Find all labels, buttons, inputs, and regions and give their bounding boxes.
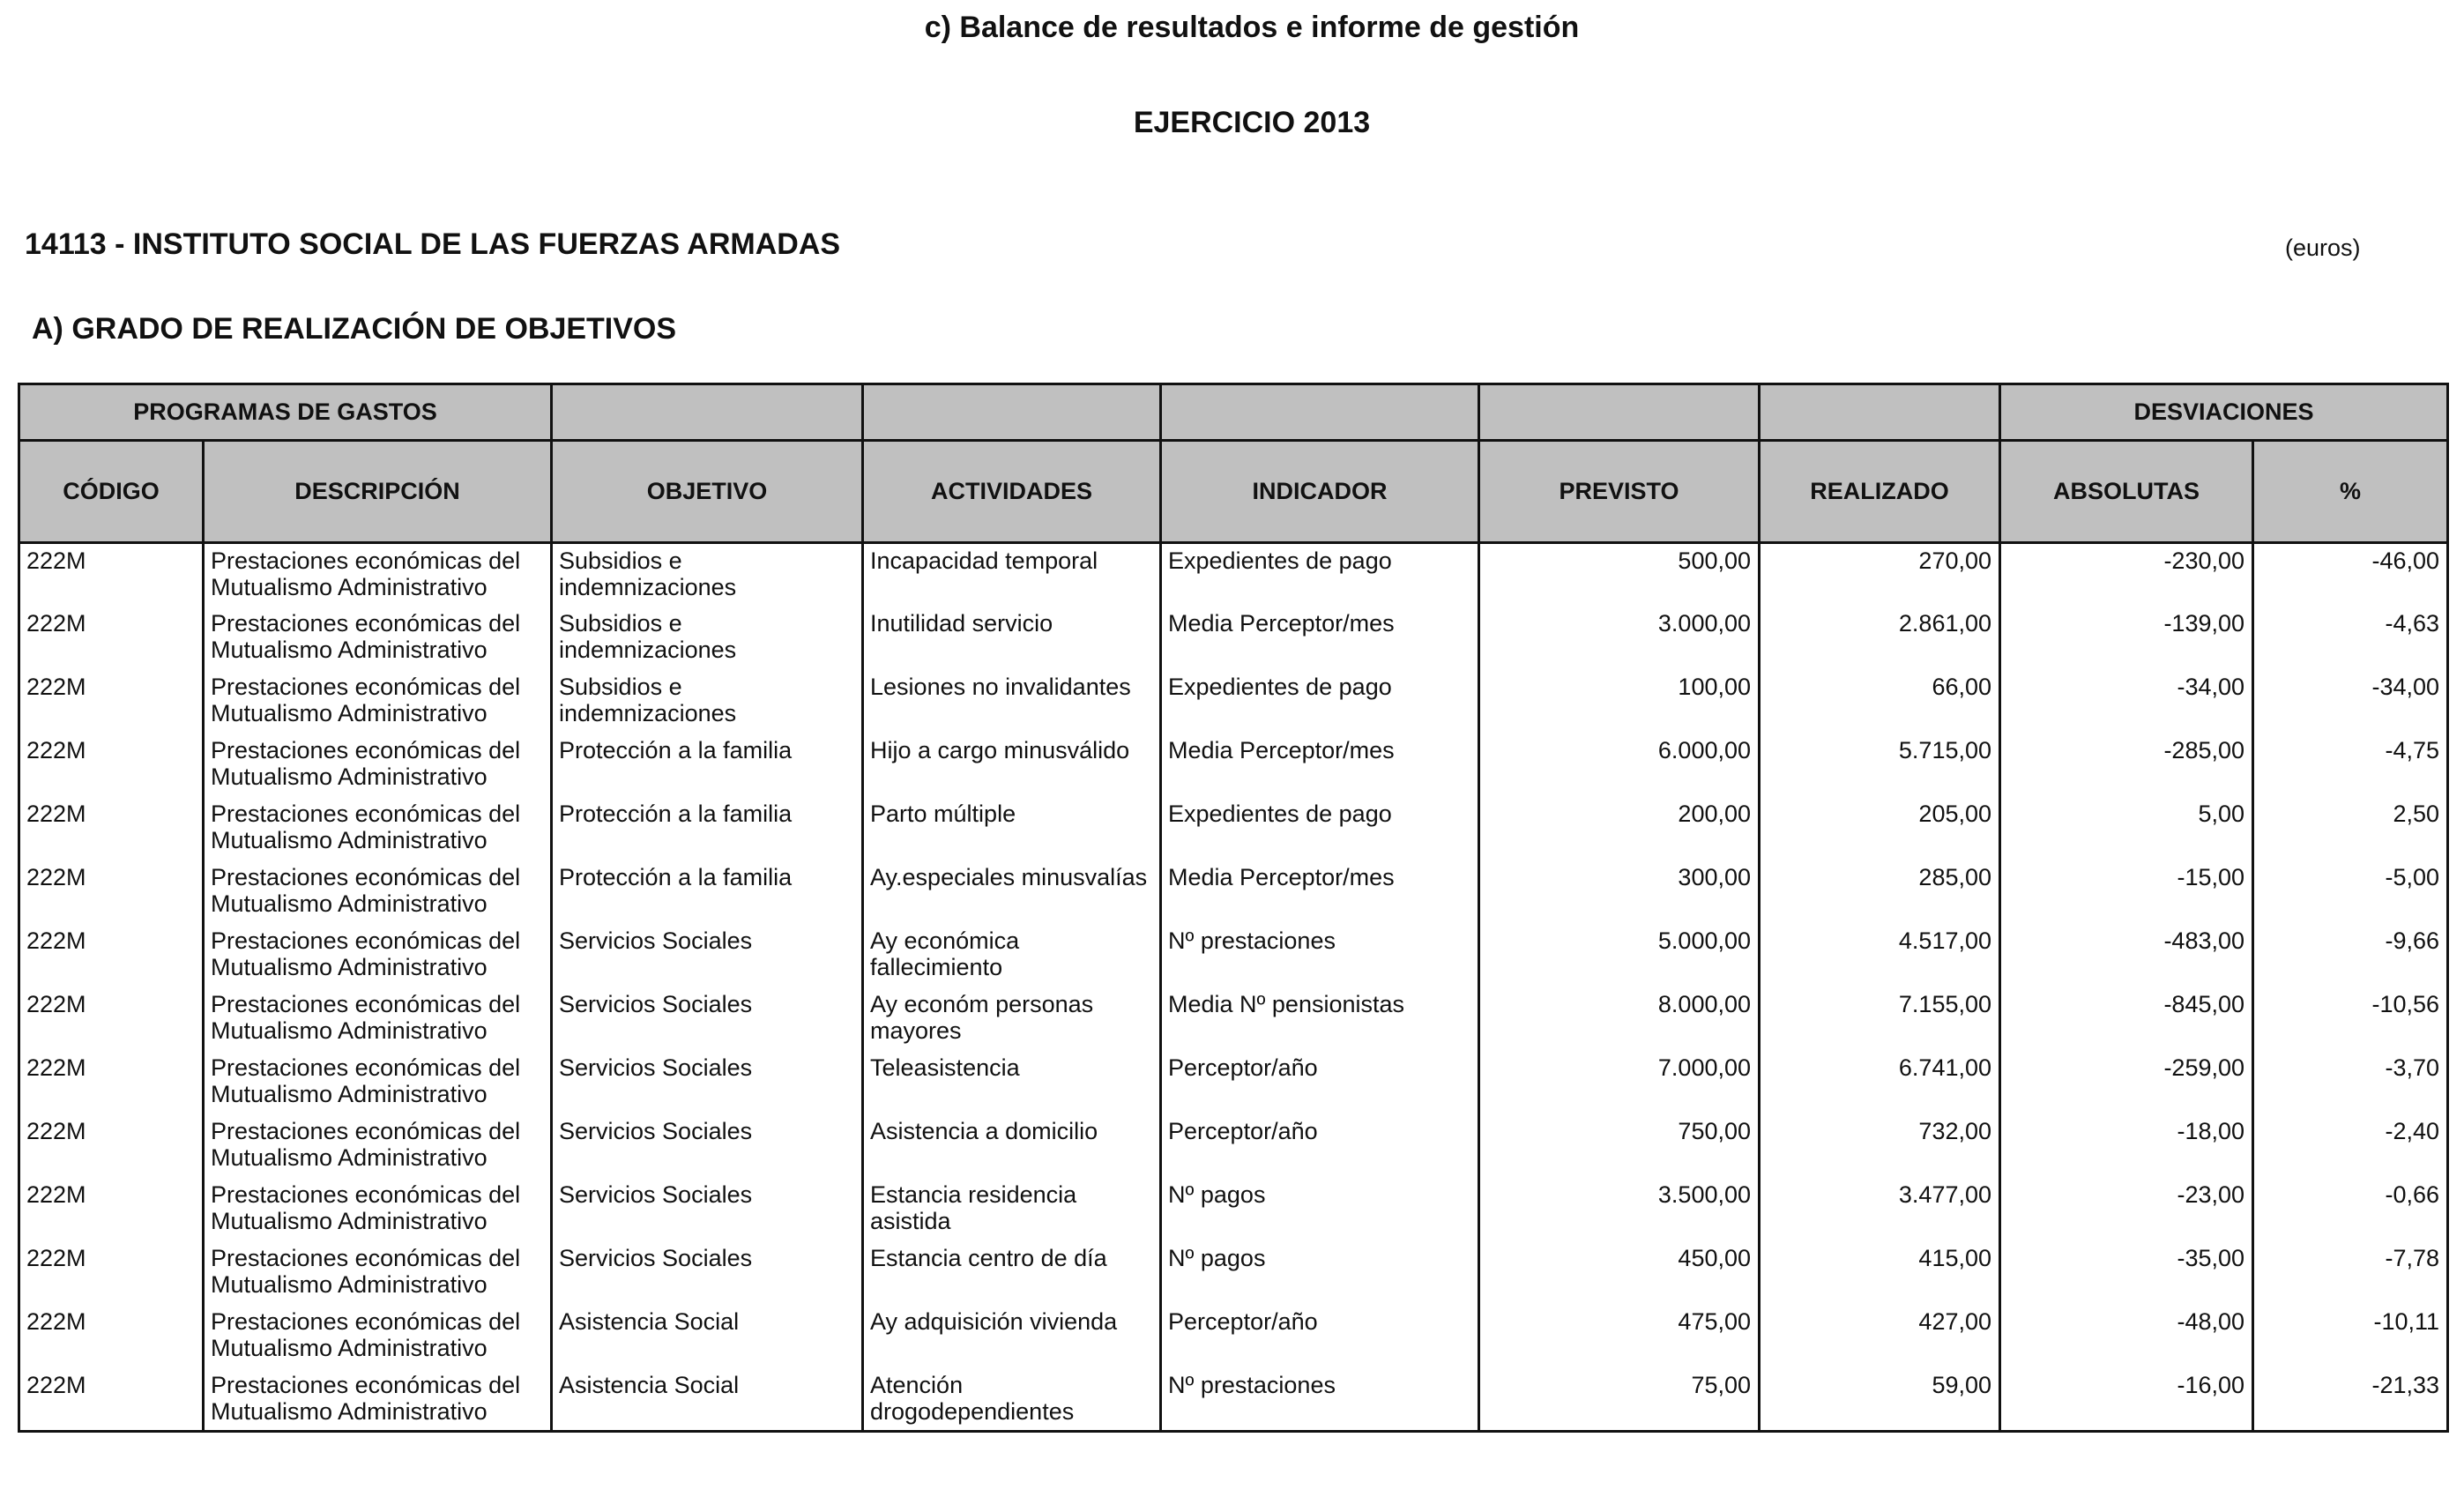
table-row — [19, 987, 2448, 1051]
header-desviaciones: DESVIACIONES — [2000, 384, 2448, 441]
cell-previsto: 75,00 — [1479, 1368, 1760, 1432]
cell-descripcion — [204, 1241, 552, 1305]
cell-actividades — [863, 1305, 1161, 1368]
cell-indicador: Nº pagos — [1161, 1178, 1479, 1241]
cell-descripcion — [204, 1051, 552, 1114]
cell-line: Prestaciones económicas del — [211, 609, 521, 637]
cell-line: Prestaciones económicas del — [211, 547, 521, 574]
table-row — [19, 1241, 2448, 1305]
cell-porcentaje: -2,40 — [2253, 1114, 2448, 1178]
cell-porcentaje: -3,70 — [2253, 1051, 2448, 1114]
cell-line: Mutualismo Administrativo — [211, 953, 488, 980]
header-empty-cell — [1760, 384, 2000, 441]
cell-line: Ay económ personas — [870, 990, 1094, 1017]
section-title: A) GRADO DE REALIZACIÓN DE OBJETIVOS — [32, 312, 677, 346]
cell-absolutas: -845,00 — [2000, 987, 2253, 1051]
cell-line: Subsidios e — [559, 609, 682, 637]
cell-porcentaje: -9,66 — [2253, 924, 2448, 987]
cell-line: Ay.especiales minusvalías — [870, 863, 1148, 890]
column-header-codigo: CÓDIGO — [19, 441, 204, 543]
cell-codigo: 222M — [19, 1241, 204, 1305]
cell-actividades — [863, 987, 1161, 1051]
cell-line: Hijo a cargo minusválido — [870, 736, 1130, 763]
cell-line: Prestaciones económicas del — [211, 990, 521, 1017]
cell-previsto: 200,00 — [1479, 797, 1760, 860]
cell-indicador: Perceptor/año — [1161, 1051, 1479, 1114]
cell-line: Prestaciones económicas del — [211, 927, 521, 954]
column-header-row — [19, 441, 2448, 543]
cell-line: Prestaciones económicas del — [211, 1054, 521, 1081]
group-header-row — [19, 384, 2448, 441]
cell-previsto: 450,00 — [1479, 1241, 1760, 1305]
cell-codigo: 222M — [19, 543, 204, 607]
cell-actividades — [863, 734, 1161, 797]
cell-line: Mutualismo Administrativo — [211, 1017, 488, 1044]
cell-absolutas: -16,00 — [2000, 1368, 2253, 1432]
header-empty-cell — [552, 384, 863, 441]
cell-line: mayores — [870, 1017, 962, 1044]
cell-realizado: 415,00 — [1760, 1241, 2000, 1305]
cell-porcentaje: -10,56 — [2253, 987, 2448, 1051]
cell-codigo: 222M — [19, 607, 204, 670]
cell-porcentaje: 2,50 — [2253, 797, 2448, 860]
cell-realizado: 732,00 — [1760, 1114, 2000, 1178]
cell-line: Subsidios e — [559, 673, 682, 700]
cell-actividades — [863, 607, 1161, 670]
cell-actividades — [863, 1368, 1161, 1432]
cell-realizado: 66,00 — [1760, 670, 2000, 734]
cell-realizado: 5.715,00 — [1760, 734, 2000, 797]
cell-line: Mutualismo Administrativo — [211, 574, 488, 600]
cell-codigo: 222M — [19, 924, 204, 987]
cell-indicador: Media Nº pensionistas — [1161, 987, 1479, 1051]
cell-codigo: 222M — [19, 1368, 204, 1432]
cell-actividades — [863, 1178, 1161, 1241]
cell-porcentaje: -7,78 — [2253, 1241, 2448, 1305]
cell-line: Prestaciones económicas del — [211, 736, 521, 763]
cell-line: Lesiones no invalidantes — [870, 673, 1131, 700]
cell-descripcion — [204, 797, 552, 860]
cell-codigo: 222M — [19, 1305, 204, 1368]
table-row — [19, 670, 2448, 734]
cell-actividades — [863, 1114, 1161, 1178]
cell-absolutas: -285,00 — [2000, 734, 2253, 797]
cell-line: Servicios Sociales — [559, 927, 753, 954]
cell-descripcion — [204, 1178, 552, 1241]
cell-previsto: 500,00 — [1479, 543, 1760, 607]
cell-actividades — [863, 797, 1161, 860]
cell-actividades — [863, 924, 1161, 987]
table-row — [19, 1114, 2448, 1178]
cell-line: Prestaciones económicas del — [211, 673, 521, 700]
cell-absolutas: -259,00 — [2000, 1051, 2253, 1114]
cell-objetivo — [552, 860, 863, 924]
cell-line: Prestaciones económicas del — [211, 1180, 521, 1208]
cell-previsto: 300,00 — [1479, 860, 1760, 924]
cell-line: Incapacidad temporal — [870, 547, 1098, 574]
cell-line: Mutualismo Administrativo — [211, 699, 488, 726]
column-header-descripcion: DESCRIPCIÓN — [204, 441, 552, 543]
cell-line: Servicios Sociales — [559, 1244, 753, 1271]
cell-previsto: 100,00 — [1479, 670, 1760, 734]
cell-line: Prestaciones económicas del — [211, 1244, 521, 1271]
cell-indicador: Nº prestaciones — [1161, 1368, 1479, 1432]
table-row — [19, 797, 2448, 860]
cell-codigo: 222M — [19, 987, 204, 1051]
cell-absolutas: -15,00 — [2000, 860, 2253, 924]
cell-absolutas: -35,00 — [2000, 1241, 2253, 1305]
cell-line: Asistencia Social — [559, 1307, 740, 1335]
cell-realizado: 7.155,00 — [1760, 987, 2000, 1051]
cell-line: Prestaciones económicas del — [211, 1371, 521, 1398]
cell-realizado: 4.517,00 — [1760, 924, 2000, 987]
cell-realizado: 285,00 — [1760, 860, 2000, 924]
cell-line: Prestaciones económicas del — [211, 1307, 521, 1335]
cell-codigo: 222M — [19, 670, 204, 734]
cell-line: Servicios Sociales — [559, 1117, 753, 1144]
cell-line: Ay económica — [870, 927, 1020, 954]
cell-porcentaje: -4,63 — [2253, 607, 2448, 670]
cell-indicador: Perceptor/año — [1161, 1305, 1479, 1368]
cell-line: indemnizaciones — [559, 699, 737, 726]
cell-descripcion — [204, 607, 552, 670]
cell-objetivo — [552, 543, 863, 607]
currency-units-label: (euros) — [2285, 235, 2361, 261]
cell-indicador: Media Perceptor/mes — [1161, 607, 1479, 670]
cell-descripcion — [204, 1368, 552, 1432]
objectives-table — [18, 383, 2449, 1433]
cell-objetivo — [552, 924, 863, 987]
cell-line: Protección a la familia — [559, 863, 793, 890]
column-header-objetivo: OBJETIVO — [552, 441, 863, 543]
cell-objetivo — [552, 1241, 863, 1305]
cell-previsto: 8.000,00 — [1479, 987, 1760, 1051]
cell-line: Protección a la familia — [559, 800, 793, 827]
cell-line: indemnizaciones — [559, 636, 737, 663]
cell-absolutas: -18,00 — [2000, 1114, 2253, 1178]
cell-indicador: Expedientes de pago — [1161, 670, 1479, 734]
cell-porcentaje: -4,75 — [2253, 734, 2448, 797]
cell-objetivo — [552, 987, 863, 1051]
cell-absolutas: -483,00 — [2000, 924, 2253, 987]
cell-descripcion — [204, 987, 552, 1051]
cell-realizado: 3.477,00 — [1760, 1178, 2000, 1241]
table-row — [19, 734, 2448, 797]
table-row — [19, 607, 2448, 670]
cell-objetivo — [552, 1368, 863, 1432]
table-row — [19, 1178, 2448, 1241]
cell-indicador: Expedientes de pago — [1161, 797, 1479, 860]
cell-line: Mutualismo Administrativo — [211, 890, 488, 917]
fiscal-year-title: EJERCICIO 2013 — [1133, 106, 1371, 139]
cell-objetivo — [552, 797, 863, 860]
cell-codigo: 222M — [19, 1114, 204, 1178]
cell-previsto: 5.000,00 — [1479, 924, 1760, 987]
cell-previsto: 3.500,00 — [1479, 1178, 1760, 1241]
table-row — [19, 860, 2448, 924]
cell-line: drogodependientes — [870, 1397, 1075, 1425]
cell-objetivo — [552, 607, 863, 670]
column-header-indicador: INDICADOR — [1161, 441, 1479, 543]
cell-line: Mutualismo Administrativo — [211, 1397, 488, 1425]
cell-porcentaje: -10,11 — [2253, 1305, 2448, 1368]
cell-line: Mutualismo Administrativo — [211, 1270, 488, 1298]
cell-objetivo — [552, 1305, 863, 1368]
cell-line: Mutualismo Administrativo — [211, 1334, 488, 1361]
cell-objetivo — [552, 734, 863, 797]
cell-line: Mutualismo Administrativo — [211, 763, 488, 790]
document-title: c) Balance de resultados e informe de gestión — [924, 11, 1580, 44]
column-header-realizado: REALIZADO — [1760, 441, 2000, 543]
cell-line: Mutualismo Administrativo — [211, 826, 488, 853]
cell-objetivo — [552, 1051, 863, 1114]
table-row — [19, 924, 2448, 987]
cell-porcentaje: -21,33 — [2253, 1368, 2448, 1432]
cell-actividades — [863, 860, 1161, 924]
cell-line: Parto múltiple — [870, 800, 1016, 827]
cell-codigo: 222M — [19, 860, 204, 924]
table-row — [19, 1051, 2448, 1114]
cell-descripcion — [204, 924, 552, 987]
column-header-porcentaje: % — [2253, 441, 2448, 543]
cell-objetivo — [552, 670, 863, 734]
cell-objetivo — [552, 1114, 863, 1178]
cell-actividades — [863, 670, 1161, 734]
cell-realizado: 2.861,00 — [1760, 607, 2000, 670]
cell-realizado: 59,00 — [1760, 1368, 2000, 1432]
cell-codigo: 222M — [19, 797, 204, 860]
cell-descripcion — [204, 670, 552, 734]
cell-porcentaje: -46,00 — [2253, 543, 2448, 607]
cell-descripcion — [204, 860, 552, 924]
cell-codigo: 222M — [19, 734, 204, 797]
cell-realizado: 205,00 — [1760, 797, 2000, 860]
cell-line: Subsidios e — [559, 547, 682, 574]
cell-line: Asistencia a domicilio — [870, 1117, 1098, 1144]
cell-line: Estancia centro de día — [870, 1244, 1107, 1271]
cell-line: Servicios Sociales — [559, 1180, 753, 1208]
cell-absolutas: -139,00 — [2000, 607, 2253, 670]
cell-line: Prestaciones económicas del — [211, 800, 521, 827]
cell-indicador: Nº prestaciones — [1161, 924, 1479, 987]
cell-previsto: 7.000,00 — [1479, 1051, 1760, 1114]
cell-codigo: 222M — [19, 1051, 204, 1114]
header-empty-cell — [1479, 384, 1760, 441]
table-row — [19, 543, 2448, 607]
cell-line: Protección a la familia — [559, 736, 793, 763]
cell-actividades — [863, 1241, 1161, 1305]
cell-indicador: Media Perceptor/mes — [1161, 860, 1479, 924]
cell-line: indemnizaciones — [559, 574, 737, 600]
cell-line: Prestaciones económicas del — [211, 1117, 521, 1144]
organization-title: 14113 - INSTITUTO SOCIAL DE LAS FUERZAS ARMADAS — [25, 227, 841, 261]
cell-realizado: 270,00 — [1760, 543, 2000, 607]
cell-descripcion — [204, 543, 552, 607]
cell-actividades — [863, 1051, 1161, 1114]
cell-line: Mutualismo Administrativo — [211, 1143, 488, 1171]
cell-indicador: Perceptor/año — [1161, 1114, 1479, 1178]
cell-previsto: 750,00 — [1479, 1114, 1760, 1178]
cell-previsto: 3.000,00 — [1479, 607, 1760, 670]
cell-indicador: Media Perceptor/mes — [1161, 734, 1479, 797]
cell-line: fallecimiento — [870, 953, 1003, 980]
cell-realizado: 6.741,00 — [1760, 1051, 2000, 1114]
column-header-actividades: ACTIVIDADES — [863, 441, 1161, 543]
cell-absolutas: -48,00 — [2000, 1305, 2253, 1368]
header-empty-cell — [863, 384, 1161, 441]
cell-actividades — [863, 543, 1161, 607]
cell-codigo: 222M — [19, 1178, 204, 1241]
cell-descripcion — [204, 734, 552, 797]
header-empty-cell — [1161, 384, 1479, 441]
column-header-previsto: PREVISTO — [1479, 441, 1760, 543]
cell-line: Mutualismo Administrativo — [211, 636, 488, 663]
cell-realizado: 427,00 — [1760, 1305, 2000, 1368]
cell-line: Asistencia Social — [559, 1371, 740, 1398]
cell-line: Mutualismo Administrativo — [211, 1080, 488, 1107]
cell-absolutas: -34,00 — [2000, 670, 2253, 734]
cell-line: Prestaciones económicas del — [211, 863, 521, 890]
column-header-absolutas: ABSOLUTAS — [2000, 441, 2253, 543]
cell-porcentaje: -34,00 — [2253, 670, 2448, 734]
cell-previsto: 475,00 — [1479, 1305, 1760, 1368]
cell-indicador: Nº pagos — [1161, 1241, 1479, 1305]
cell-indicador: Expedientes de pago — [1161, 543, 1479, 607]
cell-line: Ay adquisición vivienda — [870, 1307, 1118, 1335]
cell-absolutas: 5,00 — [2000, 797, 2253, 860]
cell-absolutas: -230,00 — [2000, 543, 2253, 607]
cell-line: Servicios Sociales — [559, 990, 753, 1017]
cell-line: Mutualismo Administrativo — [211, 1207, 488, 1234]
cell-absolutas: -23,00 — [2000, 1178, 2253, 1241]
cell-line: asistida — [870, 1207, 951, 1234]
cell-line: Teleasistencia — [870, 1054, 1020, 1081]
header-programas-de-gastos: PROGRAMAS DE GASTOS — [19, 384, 552, 441]
cell-porcentaje: -0,66 — [2253, 1178, 2448, 1241]
cell-previsto: 6.000,00 — [1479, 734, 1760, 797]
cell-descripcion — [204, 1305, 552, 1368]
cell-line: Servicios Sociales — [559, 1054, 753, 1081]
cell-descripcion — [204, 1114, 552, 1178]
cell-porcentaje: -5,00 — [2253, 860, 2448, 924]
cell-line: Estancia residencia — [870, 1180, 1077, 1208]
table-row — [19, 1368, 2448, 1432]
table-row — [19, 1305, 2448, 1368]
cell-line: Atención — [870, 1371, 964, 1398]
cell-objetivo — [552, 1178, 863, 1241]
cell-line: Inutilidad servicio — [870, 609, 1053, 637]
